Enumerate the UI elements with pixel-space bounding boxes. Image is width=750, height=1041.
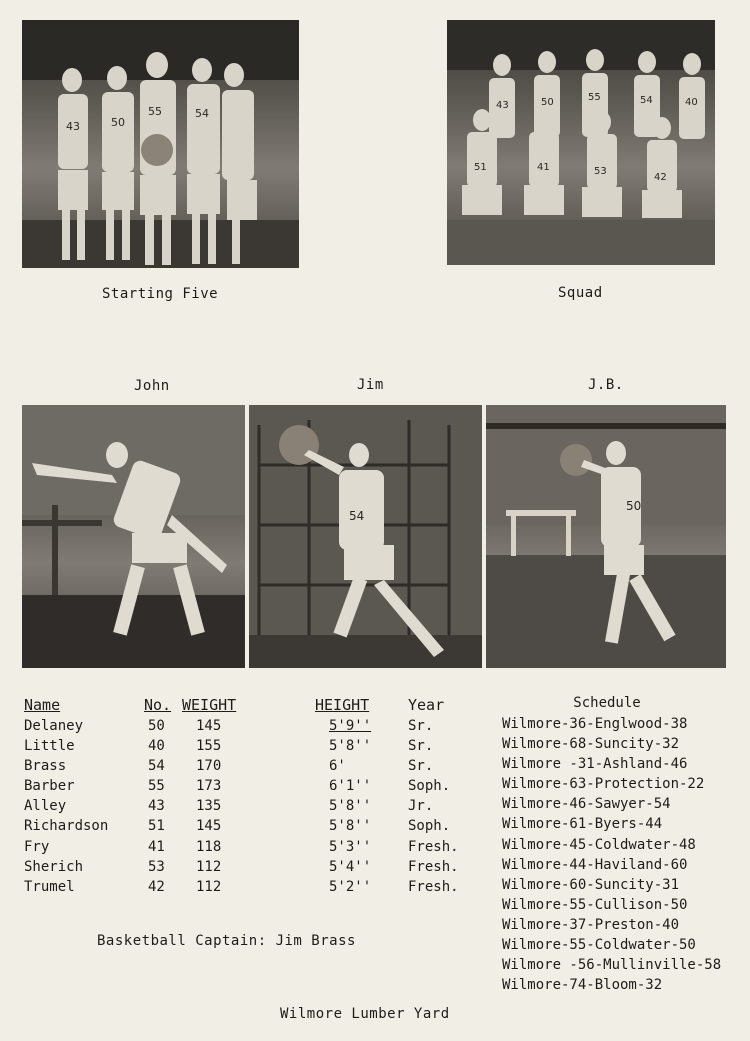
roster-cell-no: 43 xyxy=(148,798,165,815)
roster-cell-name: Trumel xyxy=(24,878,75,895)
jersey-number: 40 xyxy=(685,97,698,108)
roster-cell-height: 5'8'' xyxy=(329,738,372,755)
roster-cell-year: Sr. xyxy=(408,738,434,755)
header-weight: WEIGHT xyxy=(182,696,237,714)
roster-cell-no: 40 xyxy=(148,738,165,755)
roster-cell-year: Sr. xyxy=(408,758,434,775)
schedule-game: Wilmore -31-Ashland-46 xyxy=(502,756,688,773)
roster-cell-no: 55 xyxy=(148,778,165,795)
jim-caption: Jim xyxy=(357,377,384,393)
roster-cell-height: 5'9'' xyxy=(329,718,372,734)
roster-cell-year: Fresh. xyxy=(408,878,459,895)
jersey-number: 43 xyxy=(66,120,80,133)
roster-cell-year: Fresh. xyxy=(408,858,459,875)
roster-cell-name: Little xyxy=(24,738,75,755)
jersey-number: 55 xyxy=(588,92,601,103)
roster-cell-weight: 170 xyxy=(196,758,222,775)
roster-cell-name: Sherich xyxy=(24,858,84,875)
jersey-number: 53 xyxy=(594,166,607,177)
header-no: No. xyxy=(144,696,172,714)
header-name: Name xyxy=(24,696,61,714)
roster-cell-year: Soph. xyxy=(408,778,451,795)
jersey-number: 54 xyxy=(640,95,653,106)
jersey-number: 42 xyxy=(654,172,667,183)
squad-caption: Squad xyxy=(558,285,603,301)
starting-five-caption: Starting Five xyxy=(102,286,219,302)
roster-cell-no: 54 xyxy=(148,758,165,775)
roster-cell-height: 5'8'' xyxy=(329,798,372,815)
roster-cell-no: 51 xyxy=(148,818,165,835)
jersey-number: 54 xyxy=(349,509,365,523)
john-caption: John xyxy=(134,378,170,394)
roster-cell-weight: 112 xyxy=(196,878,222,895)
schedule-game: Wilmore-46-Sawyer-54 xyxy=(502,796,671,813)
squad-photo xyxy=(447,20,715,265)
jersey-number: 50 xyxy=(626,499,642,513)
header-height: HEIGHT xyxy=(315,696,370,714)
schedule-game: Wilmore-61-Byers-44 xyxy=(502,816,663,833)
schedule-game: Wilmore-55-Cullison-50 xyxy=(502,896,688,913)
schedule-game: Wilmore-60-Suncity-31 xyxy=(502,876,680,893)
schedule-game: Wilmore-36-Englwood-38 xyxy=(502,716,688,732)
roster-cell-weight: 173 xyxy=(196,778,222,795)
schedule-game: Wilmore-63-Protection-22 xyxy=(502,776,705,793)
jersey-number: 55 xyxy=(148,105,162,118)
jersey-number: 51 xyxy=(474,162,487,173)
jb-caption: J.B. xyxy=(588,377,624,393)
roster-cell-weight: 145 xyxy=(196,718,222,734)
roster-cell-height: 5'2'' xyxy=(329,878,372,895)
schedule-game: Wilmore-37-Preston-40 xyxy=(502,916,680,933)
jb-photo xyxy=(486,405,726,668)
header-year: Year xyxy=(408,696,445,714)
roster-cell-name: Barber xyxy=(24,778,75,795)
captain-line: Basketball Captain: Jim Brass xyxy=(97,933,356,949)
roster-cell-year: Jr. xyxy=(408,798,434,815)
roster-cell-weight: 118 xyxy=(196,838,222,855)
footer: Wilmore Lumber Yard xyxy=(280,1006,450,1022)
roster-cell-name: Brass xyxy=(24,758,67,775)
roster-cell-weight: 135 xyxy=(196,798,222,815)
roster-cell-name: Fry xyxy=(24,838,50,855)
roster-cell-height: 5'8'' xyxy=(329,818,372,835)
roster-cell-weight: 155 xyxy=(196,738,222,755)
roster-cell-year: Soph. xyxy=(408,818,451,835)
schedule-game: Wilmore-44-Haviland-60 xyxy=(502,856,688,873)
roster-cell-no: 50 xyxy=(148,718,165,734)
schedule-game: Wilmore-74-Bloom-32 xyxy=(502,977,663,994)
roster-cell-name: Richardson xyxy=(24,818,109,835)
jersey-number: 54 xyxy=(195,107,209,120)
starting-five-photo xyxy=(22,20,299,268)
roster-cell-height: 6'1'' xyxy=(329,778,372,795)
roster-cell-name: Delaney xyxy=(24,718,84,734)
jim-photo xyxy=(249,405,482,668)
jersey-number: 50 xyxy=(111,116,125,129)
roster-cell-year: Sr. xyxy=(408,718,434,734)
roster-cell-no: 53 xyxy=(148,858,165,875)
roster-cell-height: 6' xyxy=(329,758,346,775)
roster-cell-height: 5'3'' xyxy=(329,838,372,855)
roster-cell-year: Fresh. xyxy=(408,838,459,855)
roster-cell-weight: 112 xyxy=(196,858,222,875)
schedule-game: Wilmore-45-Coldwater-48 xyxy=(502,836,696,853)
jersey-number: 50 xyxy=(541,97,554,108)
schedule xyxy=(502,692,721,995)
schedule-game: Wilmore -56-Mullinville-58 xyxy=(502,957,722,974)
roster-cell-no: 42 xyxy=(148,878,165,895)
schedule-title: Schedule xyxy=(573,695,641,711)
roster-cell-name: Alley xyxy=(24,798,67,815)
john-photo xyxy=(22,405,245,668)
roster-cell-weight: 145 xyxy=(196,818,222,835)
schedule-game: Wilmore-68-Suncity-32 xyxy=(502,736,680,753)
schedule-game: Wilmore-55-Coldwater-50 xyxy=(502,937,696,954)
roster-cell-no: 41 xyxy=(148,838,165,855)
jersey-number: 41 xyxy=(537,162,550,173)
jersey-number: 43 xyxy=(496,100,509,111)
roster-cell-height: 5'4'' xyxy=(329,858,372,875)
